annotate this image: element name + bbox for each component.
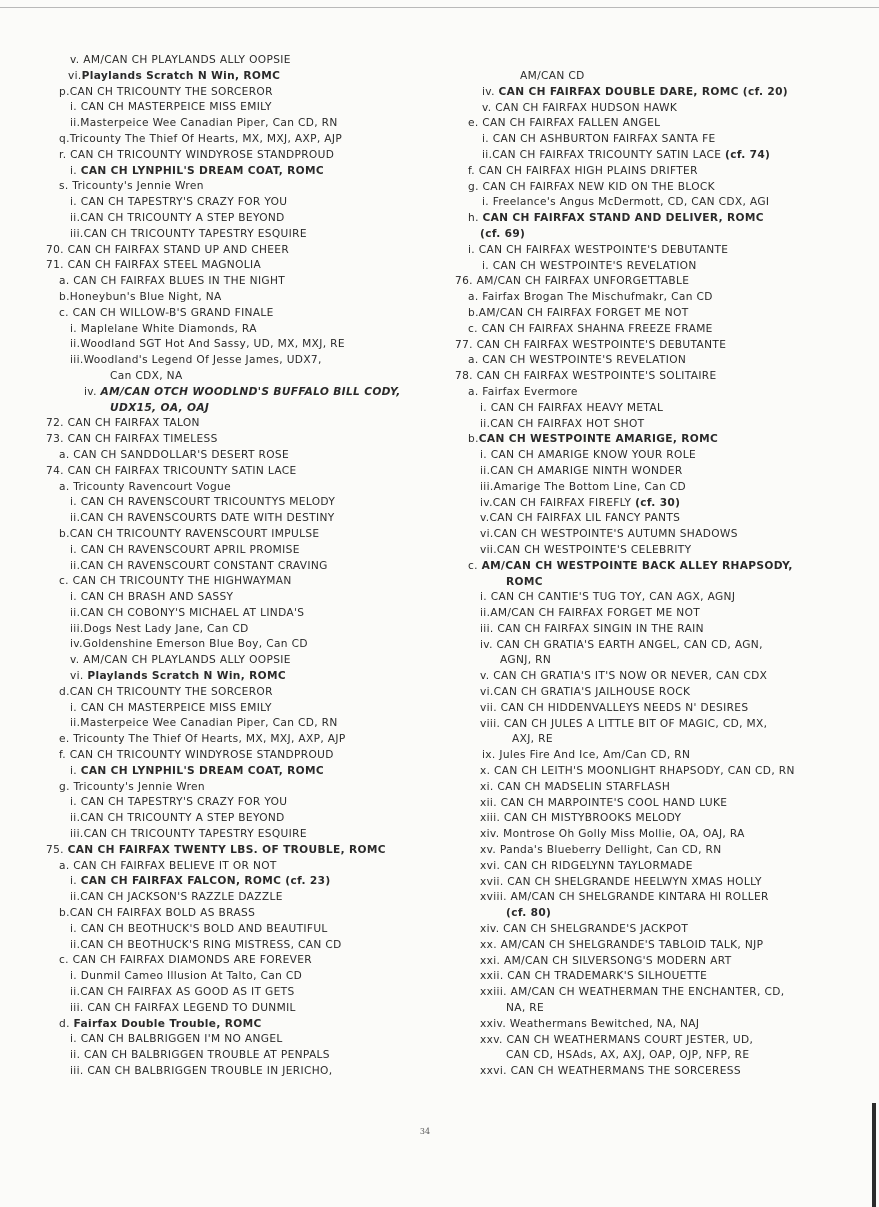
pedigree-entry [455,417,875,433]
pedigree-entry [33,653,433,669]
entry-text: xvii. CAN CH SHELGRANDE HEELWYN XMAS HOLLY [480,875,762,888]
entry-text: v.CAN CH FAIRFAX LIL FANCY PANTS [480,512,681,525]
pedigree-entry [33,559,433,575]
entry-emphasis: CAN CH WESTPOINTE AMARIGE, ROMC [478,433,719,446]
pedigree-entry [33,132,433,148]
pedigree-entry [33,401,433,417]
entry-text: c. CAN CH TRICOUNTY THE HIGHWAYMAN [59,575,292,588]
entry-text: g. CAN CH FAIRFAX NEW KID ON THE BLOCK [468,180,715,193]
entry-emphasis: UDX15, OA, OAJ [110,401,210,414]
entry-text: xiv. CAN CH SHELGRANDE'S JACKPOT [480,923,689,936]
entry-text: xvi. CAN CH RIDGELYNN TAYLORMADE [480,859,693,872]
entry-text: ii. CAN CH BALBRIGGEN TROUBLE AT PENPALS [70,1049,330,1062]
pedigree-entry [455,274,875,290]
left-column [33,53,433,1080]
entry-text: b.Honeybun's Blue Night, NA [59,290,222,303]
pedigree-entry [455,85,875,101]
pedigree-entry [455,322,875,338]
entry-text: i. CAN CH BRASH AND SASSY [70,591,234,604]
entry-text: iii. CAN CH FAIRFAX LEGEND TO DUNMIL [70,1001,296,1014]
pedigree-entry [455,701,875,717]
pedigree-entry [455,148,875,164]
pedigree-entry [33,274,433,290]
entry-text: iv. [84,385,101,398]
entry-text: Can CDX, NA [110,369,183,382]
entry-text: vi. [68,69,82,82]
entry-text: iii.Woodland's Legend Of Jesse James, UDX7, [70,354,322,367]
entry-text: i. CAN CH AMARIGE KNOW YOUR ROLE [480,449,696,462]
pedigree-entry [455,843,875,859]
pedigree-entry [455,890,875,906]
entry-text: iii. CAN CH FAIRFAX SINGIN IN THE RAIN [480,622,704,635]
pedigree-entry [33,890,433,906]
pedigree-entry [33,1064,433,1080]
entry-text: 72. CAN CH FAIRFAX TALON [46,417,200,430]
pedigree-entry [33,148,433,164]
entry-text: s. Tricounty's Jennie Wren [59,180,204,193]
pedigree-entry [455,685,875,701]
pedigree-entry [455,732,875,748]
entry-emphasis: (cf. 74) [725,148,771,161]
pedigree-entry [455,1048,875,1064]
entry-text: ii.CAN CH FAIRFAX HOT SHOT [480,417,645,430]
entry-text: d. [59,1017,74,1030]
entry-text: i. Dunmil Cameo Illusion At Talto, Can CD [70,970,303,983]
entry-text: d.CAN CH TRICOUNTY THE SORCEROR [59,685,273,698]
entry-emphasis: CAN CH FAIRFAX FALCON, ROMC (cf. 23) [80,875,331,888]
entry-emphasis: Playlands Scratch N Win, ROMC [87,670,286,683]
pedigree-entry [455,748,875,764]
entry-text: i. CAN CH WESTPOINTE'S REVELATION [482,259,697,272]
entry-text: i. CAN CH FAIRFAX WESTPOINTE'S DEBUTANTE [468,243,729,256]
entry-emphasis: (cf. 30) [635,496,681,509]
pedigree-entry [455,480,875,496]
entry-text: b. [468,433,479,446]
entry-text: i. CAN CH MASTERPEICE MISS EMILY [70,101,272,114]
entry-text: xxiv. Weathermans Bewitched, NA, NAJ [480,1017,700,1030]
entry-text: a. CAN CH WESTPOINTE'S REVELATION [468,354,687,367]
entry-text: 70. CAN CH FAIRFAX STAND UP AND CHEER [46,243,290,256]
pedigree-entry [33,53,433,69]
pedigree-entry [33,1001,433,1017]
top-rule [0,7,879,8]
pedigree-entry [33,480,433,496]
entry-text: 74. CAN CH FAIRFAX TRICOUNTY SATIN LACE [46,464,297,477]
entry-text: ii.CAN CH AMARIGE NINTH WONDER [480,464,683,477]
entry-emphasis: Playlands Scratch N Win, ROMC [81,69,281,82]
entry-text: xiv. Montrose Oh Golly Miss Mollie, OA, OAJ, RA [480,828,745,841]
entry-text: i. CAN CH FAIRFAX HEAVY METAL [480,401,664,414]
entry-text: i. CAN CH ASHBURTON FAIRFAX SANTA FE [482,133,716,146]
entry-text: b.CAN CH TRICOUNTY RAVENSCOURT IMPULSE [59,527,320,540]
pedigree-entry [455,606,875,622]
entry-text: xviii. AM/CAN CH SHELGRANDE KINTARA HI ROLLER [480,891,769,904]
entry-text: v. CAN CH GRATIA'S IT'S NOW OR NEVER, CAN CDX [480,670,768,683]
entry-text: a. CAN CH FAIRFAX BELIEVE IT OR NOT [59,859,277,872]
pedigree-entry [455,859,875,875]
pedigree-entry [33,322,433,338]
entry-text: AM/CAN CD [520,70,585,82]
pedigree-entry [33,306,433,322]
entry-text: i. CAN CH MASTERPEICE MISS EMILY [70,701,272,714]
pedigree-entry [33,353,433,369]
pedigree-entry [455,195,875,211]
entry-text: AXJ, RE [512,733,553,746]
pedigree-entry [33,985,433,1001]
entry-emphasis: CAN CH LYNPHIL'S DREAM COAT, ROMC [80,164,325,177]
entry-text: ii.Masterpeice Wee Canadian Piper, Can CD, RN [70,117,338,130]
pedigree-entry [33,258,433,274]
entry-text: 71. CAN CH FAIRFAX STEEL MAGNOLIA [46,259,262,272]
entry-text: c. CAN CH FAIRFAX SHAHNA FREEZE FRAME [468,322,713,335]
pedigree-entry [455,622,875,638]
entry-emphasis: Fairfax Double Trouble, ROMC [73,1017,262,1030]
entry-text: viii. CAN CH JULES A LITTLE BIT OF MAGIC, CD, MX, [480,717,768,730]
entry-text: 73. CAN CH FAIRFAX TIMELESS [46,433,218,446]
entry-text: e. Tricounty The Thief Of Hearts, MX, MXJ, AXP, AJP [59,733,346,746]
pedigree-entry [455,401,875,417]
pedigree-entry [33,922,433,938]
pedigree-entry [33,211,433,227]
pedigree-entry [33,874,433,890]
entry-emphasis: (cf. 80) [506,907,552,920]
pedigree-entry [455,369,875,385]
binding-edge-bar [872,1103,876,1207]
entry-text: i. CAN CH TAPESTRY'S CRAZY FOR YOU [70,796,288,809]
pedigree-entry [33,227,433,243]
entry-text: iii.CAN CH TRICOUNTY TAPESTRY ESQUIRE [70,227,307,240]
pedigree-entry [455,954,875,970]
entry-text: i. CAN CH BALBRIGGEN I'M NO ANGEL [70,1033,283,1046]
pedigree-entry [33,1032,433,1048]
entry-text: a. Fairfax Evermore [468,385,578,398]
pedigree-entry [455,969,875,985]
pedigree-entry [455,464,875,480]
entry-emphasis: CAN CH FAIRFAX STAND AND DELIVER, ROMC [482,212,764,225]
pedigree-entry [455,717,875,733]
pedigree-entry [33,164,433,180]
pedigree-entry [33,969,433,985]
pedigree-entry [33,859,433,875]
pedigree-entry [455,906,875,922]
pedigree-entry [33,669,433,685]
entry-text: c. CAN CH WILLOW-B'S GRAND FINALE [59,306,274,319]
entry-text: v. CAN CH FAIRFAX HUDSON HAWK [482,101,678,114]
pedigree-entry [33,590,433,606]
pedigree-entry [455,243,875,259]
entry-emphasis: CAN CH FAIRFAX TWENTY LBS. OF TROUBLE, ROMC [67,843,386,856]
pedigree-entry [33,527,433,543]
entry-text: iii.CAN CH TRICOUNTY TAPESTRY ESQUIRE [70,828,307,841]
pedigree-entry [455,669,875,685]
pedigree-entry [33,100,433,116]
pedigree-entry [33,179,433,195]
pedigree-entry [455,1033,875,1049]
pedigree-entry [455,432,875,448]
entry-text: ii.CAN CH TRICOUNTY A STEP BEYOND [70,211,285,224]
pedigree-entry [455,559,875,575]
entry-text: vii. CAN CH HIDDENVALLEYS NEEDS N' DESIRES [480,701,749,714]
entry-text: ii.CAN CH COBONY'S MICHAEL AT LINDA'S [70,606,305,619]
pedigree-entry [33,685,433,701]
entry-text: xv. Panda's Blueberry Dellight, Can CD, RN [480,844,722,857]
entry-text: i. [70,875,81,888]
pedigree-entry [33,606,433,622]
entry-text: 75. [46,843,68,856]
entry-text: iii.Dogs Nest Lady Jane, Can CD [70,622,249,635]
pedigree-entry [33,290,433,306]
entry-text: v. AM/CAN CH PLAYLANDS ALLY OOPSIE [70,54,291,66]
entry-text: i. [70,164,81,177]
entry-text: h. [468,212,483,225]
entry-text: iv.Goldenshine Emerson Blue Boy, Can CD [70,638,308,651]
page-number: 34 [419,1127,431,1136]
entry-text: b.CAN CH FAIRFAX BOLD AS BRASS [59,907,256,920]
entry-text: a. CAN CH SANDDOLLAR'S DESERT ROSE [59,448,290,461]
pedigree-entry [455,259,875,275]
pedigree-entry [455,764,875,780]
entry-emphasis: CAN CH LYNPHIL'S DREAM COAT, ROMC [80,764,325,777]
pedigree-entry [33,243,433,259]
entry-text: f. CAN CH FAIRFAX HIGH PLAINS DRIFTER [468,164,698,177]
entry-text: iii. CAN CH BALBRIGGEN TROUBLE IN JERICHO, [70,1065,333,1077]
entry-text: g. Tricounty's Jennie Wren [59,780,205,793]
entry-text: xxiii. AM/CAN CH WEATHERMAN THE ENCHANTER, CD, [480,986,785,999]
pedigree-entry [33,448,433,464]
entry-text: c. [468,559,482,572]
pedigree-entry [455,875,875,891]
pedigree-entry [455,101,875,117]
pedigree-entry [455,211,875,227]
pedigree-entry [33,432,433,448]
entry-text: 77. CAN CH FAIRFAX WESTPOINTE'S DEBUTANTE [455,338,727,351]
entry-text: ii.CAN CH BEOTHUCK'S RING MISTRESS, CAN CD [70,938,342,951]
entry-text: ii.CAN CH TRICOUNTY A STEP BEYOND [70,812,285,825]
pedigree-entry [455,290,875,306]
entry-text: q.Tricounty The Thief Of Hearts, MX, MXJ, AXP, AJP [59,132,343,145]
entry-text: x. CAN CH LEITH'S MOONLIGHT RHAPSODY, CAN CD, RN [480,765,795,778]
pedigree-entry [33,732,433,748]
pedigree-entry [455,543,875,559]
entry-text: CAN CD, HSAds, AX, AXJ, OAP, OJP, NFP, RE [506,1049,750,1062]
pedigree-entry [455,385,875,401]
pedigree-entry [33,511,433,527]
pedigree-entry [455,132,875,148]
entry-text: p.CAN CH TRICOUNTY THE SORCEROR [59,85,273,98]
pedigree-entry [455,511,875,527]
pedigree-entry [33,495,433,511]
pedigree-entry [33,811,433,827]
entry-text: f. CAN CH TRICOUNTY WINDYROSE STANDPROUD [59,749,334,762]
pedigree-entry [455,116,875,132]
pedigree-entry [33,195,433,211]
entry-text: xii. CAN CH MARPOINTE'S COOL HAND LUKE [480,796,728,809]
entry-text: ii.Masterpeice Wee Canadian Piper, Can CD, RN [70,717,338,730]
pedigree-entry [33,69,433,85]
entry-emphasis: CAN CH FAIRFAX DOUBLE DARE, ROMC (cf. 20) [498,85,788,98]
pedigree-entry [455,69,875,85]
entry-text: NA, RE [506,1002,545,1015]
pedigree-entry [33,953,433,969]
pedigree-entry [33,369,433,385]
entry-text: vi.CAN CH GRATIA'S JAILHOUSE ROCK [480,686,691,699]
entry-text: iv.CAN CH FAIRFAX FIREFLY [480,496,636,509]
pedigree-entry [455,1064,875,1080]
pedigree-entry [33,116,433,132]
pedigree-entry [455,575,875,591]
entry-text: xxii. CAN CH TRADEMARK'S SILHOUETTE [480,970,708,983]
entry-text: 78. CAN CH FAIRFAX WESTPOINTE'S SOLITAIRE [455,370,717,383]
entry-text: i. CAN CH CANTIE'S TUG TOY, CAN AGX, AGNJ [480,591,736,604]
entry-emphasis: ROMC [506,575,543,588]
entry-emphasis: AM/CAN CH WESTPOINTE BACK ALLEY RHAPSODY, [481,559,793,572]
pedigree-entry [33,843,433,859]
entry-text: a. Tricounty Ravencourt Vogue [59,480,231,493]
pedigree-entry [455,496,875,512]
pedigree-entry [455,985,875,1001]
entry-text: ii.CAN CH JACKSON'S RAZZLE DAZZLE [70,891,283,904]
pedigree-entry [455,353,875,369]
entry-emphasis: AM/CAN OTCH WOODLND'S BUFFALO BILL CODY, [100,385,401,398]
pedigree-entry [33,543,433,559]
pedigree-entry [455,638,875,654]
entry-text: e. CAN CH FAIRFAX FALLEN ANGEL [468,117,661,130]
entry-text: i. Maplelane White Diamonds, RA [70,322,257,335]
pedigree-entry [33,337,433,353]
pedigree-entry [33,748,433,764]
pedigree-entry [455,164,875,180]
pedigree-entry [33,938,433,954]
entry-text: ii.CAN CH FAIRFAX TRICOUNTY SATIN LACE [482,148,725,161]
entry-emphasis: (cf. 69) [480,227,526,240]
pedigree-entry [33,795,433,811]
pedigree-entry [455,590,875,606]
pedigree-entry [455,653,875,669]
pedigree-entry [33,385,433,401]
pedigree-entry [33,716,433,732]
entry-text: b.AM/CAN CH FAIRFAX FORGET ME NOT [468,306,689,319]
pedigree-entry [33,637,433,653]
pedigree-entry [33,1048,433,1064]
pedigree-entry [455,922,875,938]
entry-text: iii.Amarige The Bottom Line, Can CD [480,480,687,493]
entry-text: ix. Jules Fire And Ice, Am/Can CD, RN [482,749,691,762]
entry-text: ii.CAN CH RAVENSCOURTS DATE WITH DESTINY [70,512,335,525]
pedigree-entry [33,764,433,780]
right-column [455,69,875,1080]
entry-text: ii.AM/CAN CH FAIRFAX FORGET ME NOT [480,607,701,620]
entry-text: ii.CAN CH RAVENSCOURT CONSTANT CRAVING [70,559,328,572]
entry-text: i. CAN CH BEOTHUCK'S BOLD AND BEAUTIFUL [70,922,328,935]
pedigree-entry [33,416,433,432]
entry-text: iv. CAN CH GRATIA'S EARTH ANGEL, CAN CD, AGN, [480,638,763,651]
pedigree-entry [455,448,875,464]
pedigree-entry [455,306,875,322]
entry-text: i. CAN CH RAVENSCOURT APRIL PROMISE [70,543,300,556]
pedigree-entry [455,180,875,196]
pedigree-entry [455,780,875,796]
entry-text: a. Fairfax Brogan The Mischufmakr, Can CD [468,291,713,304]
entry-text: r. CAN CH TRICOUNTY WINDYROSE STANDPROUD [59,148,335,161]
entry-text: a. CAN CH FAIRFAX BLUES IN THE NIGHT [59,275,286,288]
pedigree-entry [33,827,433,843]
entry-text: i. Freelance's Angus McDermott, CD, CAN CDX, AGI [482,196,770,209]
pedigree-entry [33,1017,433,1033]
pedigree-entry [33,906,433,922]
pedigree-entry [455,338,875,354]
entry-text: xi. CAN CH MADSELIN STARFLASH [480,780,671,793]
entry-text: AGNJ, RN [500,654,552,667]
pedigree-entry [33,622,433,638]
entry-text: i. CAN CH RAVENSCOURT TRICOUNTYS MELODY [70,496,336,509]
entry-text: ii.CAN CH FAIRFAX AS GOOD AS IT GETS [70,986,295,999]
entry-text: v. AM/CAN CH PLAYLANDS ALLY OOPSIE [70,654,291,667]
pedigree-entry [455,1001,875,1017]
entry-text: c. CAN CH FAIRFAX DIAMONDS ARE FOREVER [59,954,313,967]
entry-text: xxvi. CAN CH WEATHERMANS THE SORCERESS [480,1065,741,1078]
pedigree-entry [455,827,875,843]
pedigree-entry [455,811,875,827]
pedigree-entry [33,464,433,480]
entry-text: vi. [70,670,88,683]
pedigree-entry [33,701,433,717]
pedigree-entry [455,527,875,543]
pedigree-entry [33,85,433,101]
entry-text: xxv. CAN CH WEATHERMANS COURT JESTER, UD, [480,1033,754,1046]
pedigree-entry [455,938,875,954]
entry-text: i. CAN CH TAPESTRY'S CRAZY FOR YOU [70,196,288,209]
entry-text: vi.CAN CH WESTPOINTE'S AUTUMN SHADOWS [480,528,738,541]
pedigree-entry [455,227,875,243]
entry-text: ii.Woodland SGT Hot And Sassy, UD, MX, MXJ, RE [70,338,345,351]
entry-text: xiii. CAN CH MISTYBROOKS MELODY [480,812,682,825]
pedigree-entry [33,780,433,796]
entry-text: xx. AM/CAN CH SHELGRANDE'S TABLOID TALK, NJP [480,938,764,951]
entry-text: xxi. AM/CAN CH SILVERSONG'S MODERN ART [480,954,732,967]
entry-text: i. [70,764,81,777]
pedigree-entry [455,1017,875,1033]
pedigree-entry [455,796,875,812]
entry-text: iv. [482,85,499,98]
entry-text: vii.CAN CH WESTPOINTE'S CELEBRITY [480,543,692,556]
pedigree-entry [33,574,433,590]
entry-text: 76. AM/CAN CH FAIRFAX UNFORGETTABLE [455,275,690,288]
